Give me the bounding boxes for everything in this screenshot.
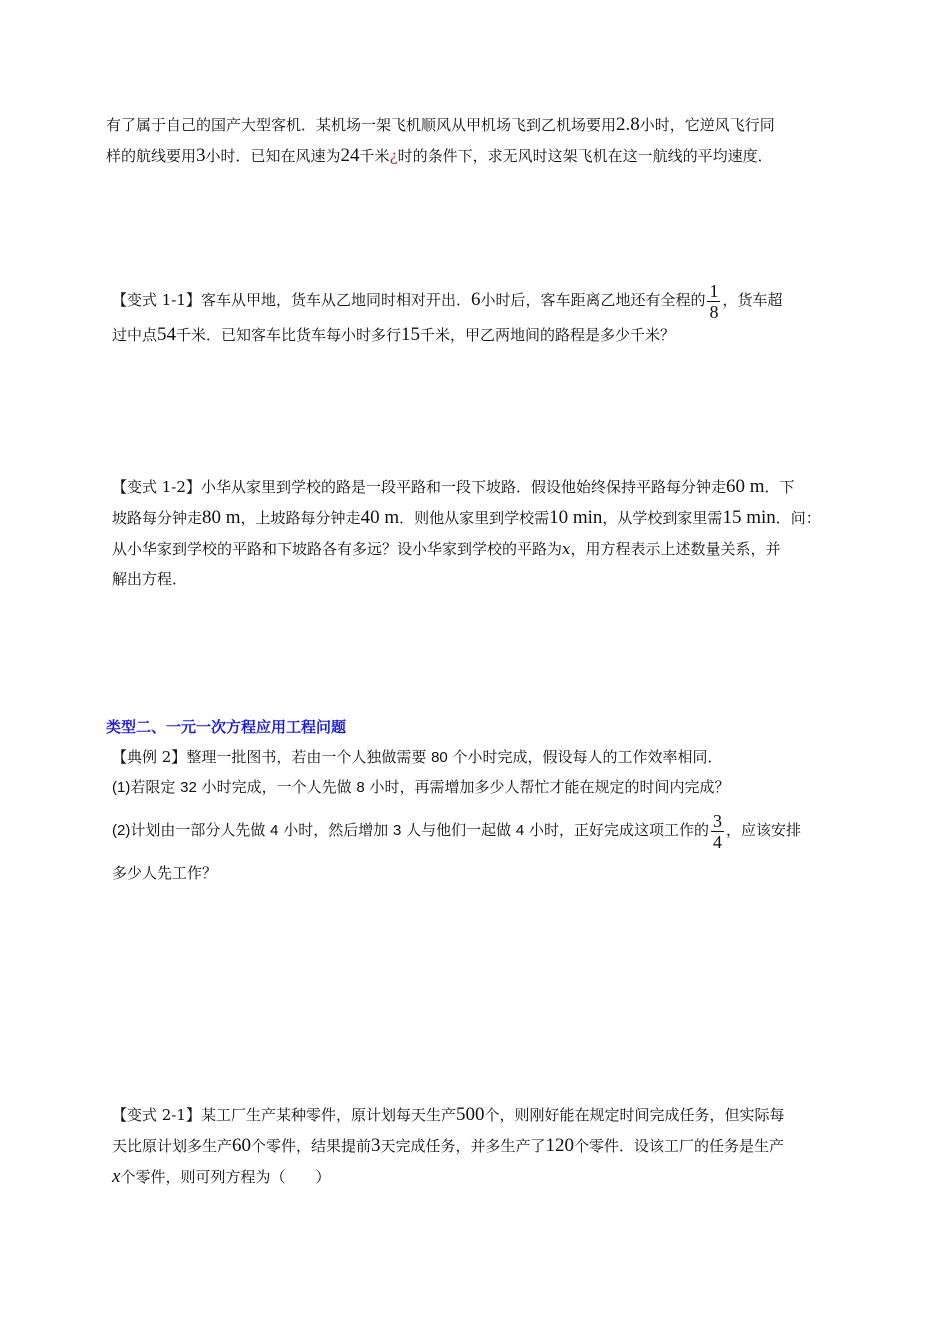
number: 15 <box>401 324 421 345</box>
fraction-denominator: 8 <box>709 301 719 322</box>
number: 40 m <box>360 507 400 528</box>
example-2-line-1 <box>112 746 723 769</box>
variant-1-2-line-4 <box>112 568 187 590</box>
text-segment: ，上坡路每分钟走 <box>240 509 361 527</box>
number: 3 <box>393 822 402 839</box>
text-segment: 某工厂生产某种零件，原计划每天生产 <box>200 1106 456 1124</box>
fraction-numerator: 3 <box>713 810 723 831</box>
text-segment: 计划由一部分人先做 <box>130 821 271 839</box>
variant-1-2-line-2 <box>112 507 821 529</box>
number: 8 <box>356 779 365 796</box>
text-segment: ．下 <box>764 478 795 496</box>
variant-1-1-line-1 <box>112 278 782 322</box>
number: 32 <box>180 779 197 796</box>
fraction <box>711 811 724 852</box>
text-segment: 天比原计划多生产 <box>112 1137 233 1155</box>
text-segment: 千米 <box>359 147 390 165</box>
text-segment: 整理一批图书，若由一个人独做需要 <box>186 748 432 766</box>
text-segment: ，应该安排 <box>726 821 802 839</box>
text-segment: ，用方程表示上述数量关系，并 <box>570 540 781 558</box>
text-segment: ，货车超 <box>722 291 783 309</box>
fraction <box>707 281 720 322</box>
number: 120 <box>545 1135 575 1156</box>
variable: x <box>112 1166 121 1187</box>
number: 2.8 <box>616 114 640 135</box>
question-1 <box>112 776 729 799</box>
garbled-glyph: ¿ <box>389 147 398 165</box>
problem-text-line <box>106 145 773 167</box>
number: 4 <box>515 822 525 839</box>
number: 6 <box>470 289 481 310</box>
variant-1-2-line-1 <box>112 476 795 498</box>
variant-2-1-line-3 <box>112 1166 330 1188</box>
text-segment: ．则他从家里到学校需 <box>399 509 550 527</box>
text-segment: 个，则刚好能在规定时间完成任务，但实际每 <box>484 1106 785 1124</box>
text-segment: 有了属于自己的国产大型客机．某机场一架飞机顺风从甲机场飞到乙机场要用 <box>106 116 617 134</box>
question-number: (2) <box>112 822 131 839</box>
problem-text-line <box>106 114 775 136</box>
variant-2-1-line-1 <box>112 1104 784 1126</box>
text-segment: 人与他们一起做 <box>401 821 516 839</box>
number: 3 <box>196 145 206 166</box>
text-segment: 千米．已知客车比货车每小时多行 <box>176 326 402 344</box>
number: 60 <box>232 1135 252 1156</box>
variable: x <box>562 540 571 558</box>
text-segment: 个零件，结果提前 <box>251 1137 372 1155</box>
question-number: (1) <box>112 779 131 796</box>
text-segment: 天完成任务，并多生产了 <box>380 1137 546 1155</box>
number: 60 m <box>725 476 765 497</box>
number: 4 <box>270 822 279 839</box>
text-segment: 个零件，则可列方程为（ ） <box>120 1168 331 1186</box>
text-segment: 小时，正好完成这项工作的 <box>524 821 710 839</box>
number: 80 m <box>202 507 241 528</box>
text-segment: 小时，它逆风飞行同 <box>639 116 775 134</box>
text-segment: 小时，再需增加多少人帮忙才能在规定的时间内完成？ <box>364 778 730 796</box>
variant-1-2-line-3 <box>112 538 781 560</box>
question-2-line-1 <box>112 808 801 852</box>
text-segment: 从小华家到学校的平路和下坡路各有多远？设小华家到学校的平路为 <box>112 540 563 558</box>
text-segment: 小时，然后增加 <box>278 821 394 839</box>
question-2-line-2 <box>112 862 217 884</box>
text-segment: 小华从家里到学校的路是一段平路和一段下坡路．假设他始终保持平路每分钟走 <box>200 478 726 496</box>
text-segment: 若限定 <box>130 778 181 796</box>
text-segment: 样的航线要用 <box>106 147 197 165</box>
number: 10 min <box>549 507 603 528</box>
text-segment: 过中点 <box>112 326 158 344</box>
number: 80 <box>431 749 448 766</box>
text-segment: 客车从甲地，货车从乙地同时相对开出． <box>200 291 471 309</box>
number: 54 <box>157 324 177 345</box>
text-segment: 解出方程． <box>112 570 188 588</box>
fraction-denominator: 4 <box>713 831 723 852</box>
variant-1-1-line-2 <box>112 324 675 346</box>
variant-tag: 【变式 2-1】 <box>112 1106 201 1124</box>
text-segment: 时的条件下，求无风时这架飞机在这一航线的平均速度． <box>397 147 773 165</box>
text-segment: 多少人先工作？ <box>112 864 218 882</box>
text-segment: ，从学校到家里需 <box>602 509 723 527</box>
section-heading: 类型二、一元一次方程应用工程问题 <box>106 718 347 736</box>
text-segment: 个零件．设该工厂的任务是生产 <box>574 1137 785 1155</box>
text-segment: 小时完成，一个人先做 <box>196 778 357 796</box>
number: 500 <box>455 1104 485 1125</box>
variant-2-1-line-2 <box>112 1135 784 1157</box>
variant-tag: 【变式 1-1】 <box>112 291 201 309</box>
variant-tag: 【变式 1-2】 <box>112 478 201 496</box>
fraction-numerator: 1 <box>709 280 719 301</box>
example-tag: 【典例 2】 <box>112 748 187 766</box>
number: 24 <box>340 145 360 166</box>
number: 15 min <box>722 507 776 528</box>
number: 3 <box>371 1135 381 1156</box>
text-segment: 千米，甲乙两地间的路程是多少千米？ <box>420 326 676 344</box>
text-segment: 坡路每分钟走 <box>112 509 203 527</box>
text-segment: 小时．已知在风速为 <box>205 147 341 165</box>
text-segment: 个小时完成，假设每人的工作效率相同． <box>447 748 723 766</box>
text-segment: 小时后，客车距离乙地还有全程的 <box>480 291 706 309</box>
text-segment: ．问： <box>775 509 821 527</box>
